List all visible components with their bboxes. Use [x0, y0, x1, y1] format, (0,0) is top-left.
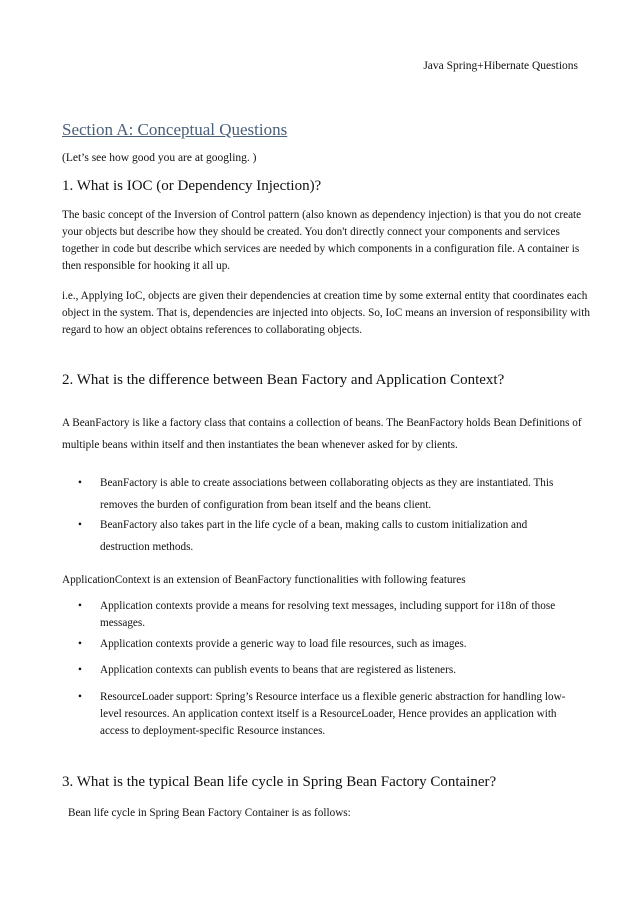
list-item: [78, 514, 568, 558]
question-2-title: 2. What is the difference between Bean Factory and Application Context?: [62, 372, 505, 388]
list-item-text: BeanFactory is able to create associations between collaborating objects as they are instantiated. This removes the burden of configuration from bean itself and the beans client.: [100, 477, 554, 511]
bullet-icon: •: [78, 477, 82, 489]
bullet-icon: •: [78, 600, 82, 612]
list-item: [78, 662, 568, 679]
list-item-text: BeanFactory also takes part in the life cycle of a bean, making calls to custom initialization and destruction methods.: [100, 519, 528, 553]
section-a-title: Section A: Conceptual Questions: [62, 120, 288, 139]
question-2-paragraph-1: A BeanFactory is like a factory class that contains a collection of beans. The BeanFactory holds Bean Definitions of multiple beans within itself and then instantiates the bean whenever asked for by clients.: [62, 417, 582, 451]
page-header: Java Spring+Hibernate Questions: [423, 60, 578, 72]
question-3-title: 3. What is the typical Bean life cycle in Spring Bean Factory Container?: [62, 774, 497, 790]
section-a-intro: (Let’s see how good you are at googling. ): [62, 152, 257, 164]
list-item: [78, 598, 568, 632]
question-2-paragraph-2: ApplicationContext is an extension of BeanFactory functionalities with following features: [62, 574, 466, 586]
question-1-title: 1. What is IOC (or Dependency Injection)?: [62, 178, 322, 194]
list-item-text: Application contexts can publish events to beans that are registered as listeners.: [100, 664, 457, 676]
list-item: [78, 689, 568, 740]
list-item: [78, 472, 568, 516]
bullet-icon: •: [78, 519, 82, 531]
question-3-paragraph-1: Bean life cycle in Spring Bean Factory Container is as follows:: [68, 807, 351, 819]
list-item-text: ResourceLoader support: Spring’s Resource interface us a flexible generic abstraction for handling low-level resources. An application context itself is a ResourceLoader, Hence provides an application with access to deployment-specific Resource instances.: [100, 691, 566, 737]
list-item-text: Application contexts provide a means for resolving text messages, including support for i18n of those messages.: [100, 600, 556, 629]
question-1-paragraph-2: i.e., Applying IoC, objects are given their dependencies at creation time by some external entity that coordinates each object in the system. That is, dependencies are injected into objects. So, IoC means an inversion of responsibility with regard to how an object obtains references to collaborating objects.: [62, 290, 590, 336]
bullet-icon: •: [78, 664, 82, 676]
list-item: [78, 636, 568, 653]
bullet-icon: •: [78, 638, 82, 650]
list-item-text: Application contexts provide a generic way to load file resources, such as images.: [100, 638, 467, 650]
question-1-paragraph-1: The basic concept of the Inversion of Control pattern (also known as dependency injection) is that you do not create your objects but describe how they should be created. You don't directly connect your components and services together in code but describe which services are needed by which components in a configuration file. A container is then responsible for hooking it all up.: [62, 209, 582, 272]
bullet-icon: •: [78, 691, 82, 703]
